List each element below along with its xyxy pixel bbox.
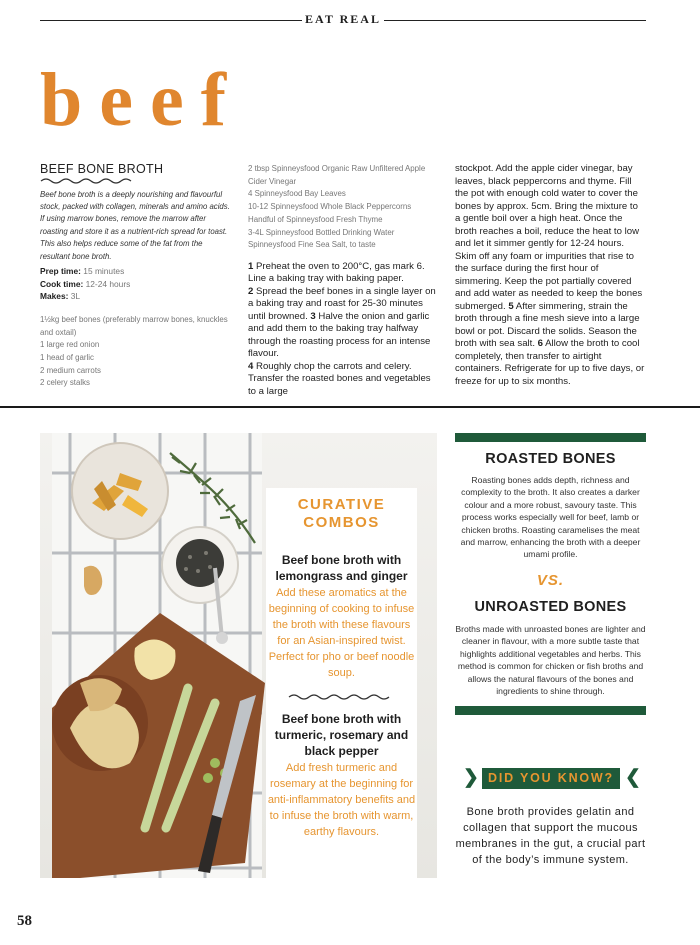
recipe-column-2: [248, 163, 438, 398]
step-text: Preheat the oven to 200°C, gas mark 6. Line a baking tray with baking paper.: [248, 260, 425, 285]
recipe-title: BEEF BONE BROTH: [40, 162, 164, 176]
method-steps: [248, 261, 438, 399]
section-label: EAT REAL: [305, 12, 381, 26]
step-text: Allow the broth to cool completely, then transfer to airtight containers. Refrigerate for up to five days, or freeze for up to six months.: [455, 338, 645, 387]
cook-value: 12-24 hours: [85, 278, 131, 289]
ingredient-item: Handful of Spinneysfood Fresh Thyme: [248, 214, 383, 224]
recipe-intro: Beef bone broth is a deeply nourishing and flavourful stock, packed with collagen, minerals and amino acids. If using marrow bones, remove the marrow after roasting and store it as a nutrient-rich spread for toast. This also helps reduce some of the fat from the resultant bone broth.: [40, 189, 230, 261]
did-you-know-text: Bone broth provides gelatin and collagen that support the mucous membranes in the gut, a crucial part of the body’s immune system.: [455, 806, 646, 866]
green-bar-top: [455, 433, 646, 442]
makes-label: Makes:: [40, 291, 69, 302]
unroasted-bones-text: Broths made with unroasted bones are lighter and cleaner in flavour, with a more subtle taste that highlights additional vegetables and herbs. This method is common for chicken or fish broths and allows the natural flavours of the bones and ingredients to shine through.: [455, 624, 646, 697]
ingredient-item: 10-12 Spinneysfood Whole Black Peppercorns: [248, 202, 412, 212]
roasted-bones-title: ROASTED BONES: [485, 451, 616, 467]
wavy-divider-icon: [287, 693, 397, 701]
curative-title-line2: COMBOS: [303, 514, 380, 531]
header-rule-right: [384, 20, 646, 21]
chevron-left-icon: ❯: [463, 767, 479, 788]
step-number: 6: [537, 338, 543, 349]
ingredient-item: 3-4L Spinneysfood Bottled Drinking Water: [248, 227, 395, 237]
ingredient-item: 4 Spinneysfood Bay Leaves: [248, 189, 346, 199]
combo-1-heading: Beef bone broth with lemongrass and ginger: [275, 553, 408, 583]
section-divider: [0, 406, 700, 408]
makes: [40, 290, 232, 303]
ingredient-list-1: [40, 314, 232, 390]
cook-time: [40, 278, 232, 291]
curative-combos-card: [266, 488, 417, 878]
did-you-know-banner: [455, 767, 646, 789]
ingredient-list-2: [248, 163, 438, 252]
wavy-divider-icon: [40, 177, 136, 185]
green-bar-bottom: [455, 706, 646, 715]
ingredient-item: 1 large red onion: [40, 340, 100, 350]
prep-label: Prep time:: [40, 266, 81, 277]
ingredient-item: 2 tbsp Spinneysfood Organic Raw Unfiltered Apple Cider Vinegar: [248, 164, 426, 186]
ingredient-item: 2 celery stalks: [40, 378, 90, 388]
ingredient-item: 1½kg beef bones (preferably marrow bones, knuckles and oxtail): [40, 314, 228, 337]
makes-value: 3L: [70, 291, 81, 302]
combo-2-heading: Beef bone broth with turmeric, rosemary and black pepper: [274, 712, 409, 758]
recipe-column-1: [40, 163, 232, 390]
vs-label: VS.: [536, 572, 565, 589]
combo-2-text: Add fresh turmeric and rosemary at the beginning for anti-inflammatory benefits and to infuse the broth with warm, earthy flavours.: [267, 762, 416, 838]
recipe-column-3: [455, 163, 645, 388]
method-steps-continued: [455, 163, 645, 388]
page-number: 58: [17, 913, 32, 929]
step-number: 2: [248, 285, 254, 297]
section-header: [40, 10, 646, 30]
step-text: After simmering, strain the broth through a fine mesh sieve into a large bowl or pot. Discard the solids. Season the broth with sea salt.: [455, 300, 640, 349]
curative-title: [266, 496, 417, 532]
step-text: stockpot. Add the apple cider vinegar, bay leaves, black peppercorns and thyme. Fill the pot with enough cold water to cover the bones by approx. 5cm. Bring the mixture to a gentle boil over a high heat. Once the broth reaches a boil, reduce the heat to low and let it simmer gently for 12-24 hours. Skim off any foam or impurities that rise to the surface during the first hour of simmering. Keep the pot partially covered and add water as needed to keep the bones submerged.: [455, 163, 643, 312]
step-text: Spread the beef bones in a single layer on a baking tray and roast for 25-30 minutes until browned.: [248, 285, 436, 322]
did-you-know-title: DID YOU KNOW?: [482, 768, 620, 789]
step-text: Halve the onion and garlic and add them to the baking tray halfway through the roasting process for an intense flavour.: [248, 310, 431, 360]
ingredient-item: Spinneysfood Fine Sea Salt, to taste: [248, 240, 376, 250]
header-rule-left: [40, 20, 302, 21]
page-title: beef: [40, 58, 244, 142]
ingredient-item: 2 medium carrots: [40, 365, 101, 375]
chevron-right-icon: ❮: [625, 767, 641, 788]
step-number: 1: [248, 260, 254, 272]
roasted-bones-text: Roasting bones adds depth, richness and complexity to the broth. It also creates a darker colour and a more robust, savoury taste. This process works especially well for beef, lamb or chicken broths. Roasting caramelises the meat and marrow, enhancing the broth with a deeper umami profile.: [460, 475, 641, 560]
cook-label: Cook time:: [40, 278, 84, 289]
curative-title-line1: CURATIVE: [297, 496, 386, 513]
step-number: 5: [508, 300, 514, 312]
ingredient-item: 1 head of garlic: [40, 352, 94, 362]
combo-1-text: Add these aromatics at the beginning of cooking to infuse the broth with these flavours for an Asian-inspired twist. Perfect for pho or beef noodle soup.: [268, 587, 415, 679]
unroasted-bones-title: UNROASTED BONES: [474, 599, 627, 615]
step-text: Roughly chop the carrots and celery. Transfer the roasted bones and vegetables to a large: [248, 360, 431, 397]
prep-value: 15 minutes: [83, 266, 125, 277]
prep-time: [40, 265, 232, 278]
step-number: 4: [248, 360, 254, 372]
step-number: 3: [310, 310, 316, 322]
